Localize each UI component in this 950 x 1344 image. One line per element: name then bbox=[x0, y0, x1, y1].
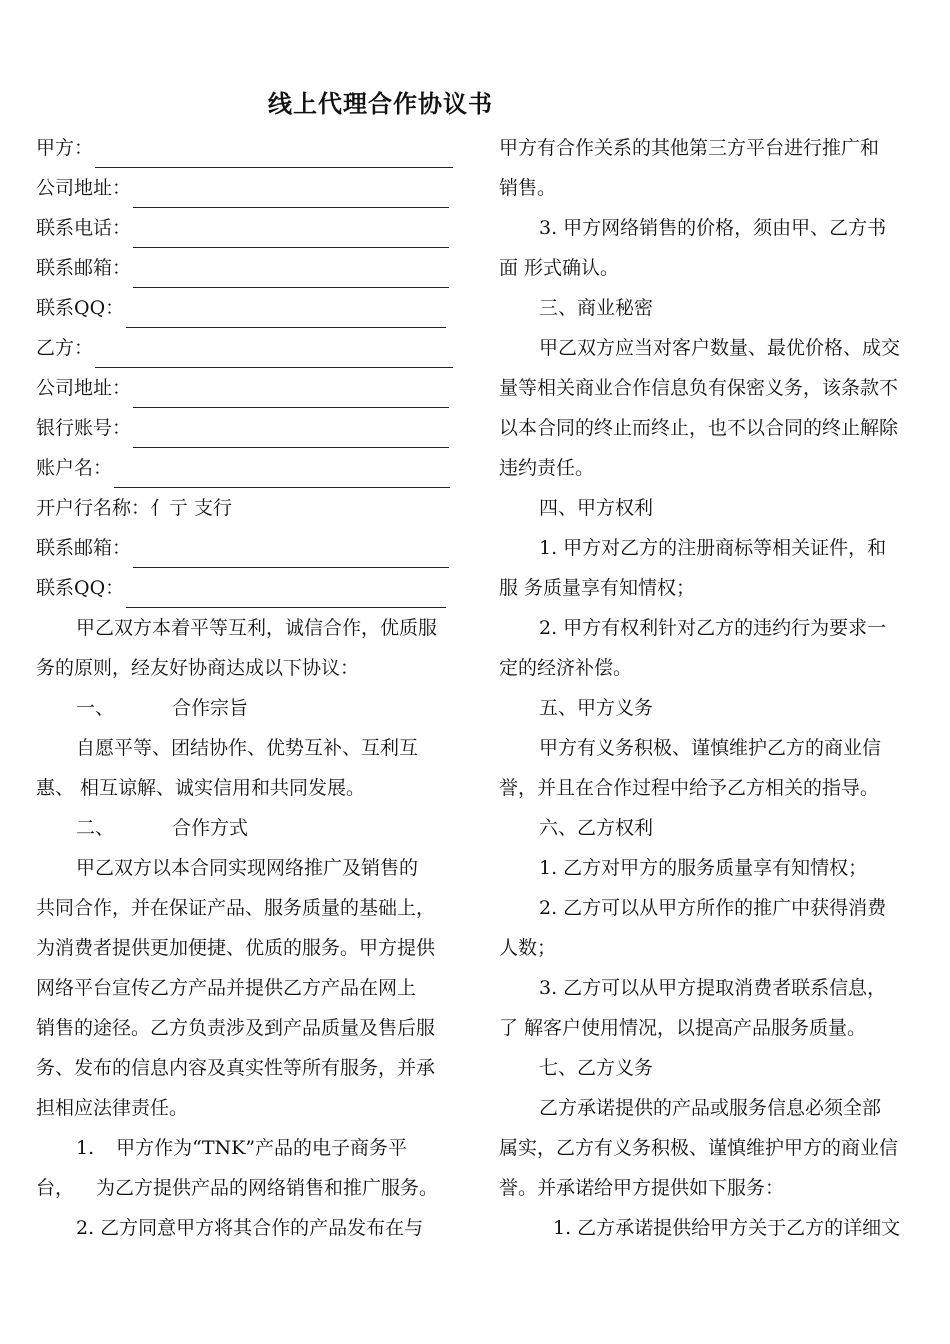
section-number: 一、 bbox=[76, 697, 115, 719]
list-item: 3. 甲方网络销售的价格，须由甲、乙方书 bbox=[539, 217, 887, 239]
paragraph-line: 甲乙双方本着平等互利，诚信合作，优质服 bbox=[76, 617, 438, 639]
party-b-name-field bbox=[36, 328, 466, 368]
party-b-bank-account-field bbox=[36, 408, 466, 448]
blank-line[interactable] bbox=[133, 261, 449, 288]
field-label: 联系邮箱： bbox=[36, 537, 132, 559]
section-heading bbox=[36, 808, 466, 848]
party-b-account-name-field bbox=[36, 448, 466, 488]
item-text: 甲方作为“TNK”产品的电子商务平 bbox=[116, 1137, 408, 1159]
paragraph-line: 务的原则，经友好协商达成以下协议： bbox=[36, 657, 360, 679]
party-a-phone-field bbox=[36, 208, 466, 248]
party-a-name-field bbox=[36, 128, 466, 168]
list-item: 1. 甲方对乙方的注册商标等相关证件，和 bbox=[539, 537, 887, 559]
blank-line[interactable] bbox=[126, 301, 446, 328]
section-heading: 六、乙方权利 bbox=[539, 817, 654, 839]
paragraph-line: 惠、 相互谅解、诚实信用和共同发展。 bbox=[36, 777, 366, 799]
paragraph-line: 担相应法律责任。 bbox=[36, 1097, 189, 1119]
party-a-qq-field bbox=[36, 288, 466, 328]
paragraph-line: 以本合同的终止而终止，也不以合同的终止解除 bbox=[499, 417, 899, 439]
party-b-qq-field bbox=[36, 568, 466, 608]
item-text: 台， bbox=[36, 1177, 75, 1199]
paragraph-line: 甲乙双方以本合同实现网络推广及销售的 bbox=[76, 857, 419, 879]
field-label: 公司地址： bbox=[36, 177, 132, 199]
section-heading bbox=[36, 688, 466, 728]
paragraph-line: 乙方承诺提供的产品或服务信息必须全部 bbox=[539, 1097, 882, 1119]
paragraph-line: 誉，并且在合作过程中给予乙方相关的指导。 bbox=[499, 777, 880, 799]
list-item: 2. 乙方同意甲方将其合作的产品发布在与 bbox=[76, 1217, 424, 1239]
list-item bbox=[36, 1128, 466, 1168]
blank-line[interactable] bbox=[133, 421, 449, 448]
field-label: 银行账号： bbox=[36, 417, 132, 439]
paragraph-line: 了 解客户使用情况，以提高产品服务质量。 bbox=[499, 1017, 867, 1039]
paragraph-line: 销售。 bbox=[499, 177, 557, 199]
field-label: 联系邮箱： bbox=[36, 257, 132, 279]
blank-line[interactable] bbox=[95, 141, 453, 168]
paragraph-line: 为消费者提供更加便捷、优质的服务。甲方提供 bbox=[36, 937, 436, 959]
party-a-address-field bbox=[36, 168, 466, 208]
paragraph-line: 网络平台宣传乙方产品并提供乙方产品在网上 bbox=[36, 977, 417, 999]
field-label: 甲方： bbox=[36, 137, 94, 159]
paragraph-line: 自愿平等、团结协作、优势互补、互利互 bbox=[76, 737, 419, 759]
blank-line[interactable] bbox=[133, 541, 449, 568]
blank-line[interactable] bbox=[114, 461, 450, 488]
item-text: 为乙方提供产品的网络销售和推广服务。 bbox=[96, 1177, 439, 1199]
field-label: 联系电话： bbox=[36, 217, 132, 239]
paragraph-line: 定的经济补偿。 bbox=[499, 657, 633, 679]
left-column bbox=[36, 128, 466, 1248]
paragraph-line: 量等相关商业合作信息负有保密义务，该条款不 bbox=[499, 377, 899, 399]
paragraph-line: 甲乙双方应当对客户数量、最优价格、成交 bbox=[539, 337, 901, 359]
paragraph-line: 违约责任。 bbox=[499, 457, 595, 479]
party-b-address-field bbox=[36, 368, 466, 408]
paragraph-line: 销售的途径。乙方负责涉及到产品质量及售后服 bbox=[36, 1017, 436, 1039]
paragraph-line: 甲方有义务积极、谨慎维护乙方的商业信 bbox=[539, 737, 882, 759]
blank-line[interactable] bbox=[133, 221, 449, 248]
paragraph-line: 属实，乙方有义务积极、谨慎维护甲方的商业信 bbox=[499, 1137, 899, 1159]
party-a-email-field bbox=[36, 248, 466, 288]
list-item: 2. 甲方有权利针对乙方的违约行为要求一 bbox=[539, 617, 887, 639]
list-item: 1. 乙方承诺提供给甲方关于乙方的详细文 bbox=[553, 1217, 901, 1239]
list-item: 3. 乙方可以从甲方提取消费者联系信息， bbox=[539, 977, 887, 999]
paragraph-line bbox=[36, 1168, 466, 1208]
section-heading: 四、甲方权利 bbox=[539, 497, 654, 519]
paragraph-line: 甲方有合作关系的其他第三方平台进行推广和 bbox=[499, 137, 880, 159]
section-title: 合作宗旨 bbox=[172, 697, 249, 719]
item-number: 1. bbox=[76, 1137, 95, 1159]
field-label: 联系QQ： bbox=[36, 577, 125, 599]
field-label: 公司地址： bbox=[36, 377, 132, 399]
paragraph-line: 共同合作，并在保证产品、服务质量的基础上， bbox=[36, 897, 436, 919]
field-label: 账户名： bbox=[36, 457, 113, 479]
blank-line[interactable] bbox=[133, 181, 449, 208]
blank-line[interactable] bbox=[133, 381, 449, 408]
party-b-bank-name: 开户行名称：亻亍 支行 bbox=[36, 497, 233, 519]
list-item: 2. 乙方可以从甲方所作的推广中获得消费 bbox=[539, 897, 887, 919]
paragraph-line: 人数； bbox=[499, 937, 557, 959]
document-title: 线上代理合作协议书 bbox=[268, 90, 493, 118]
section-number: 二、 bbox=[76, 817, 115, 839]
right-column bbox=[499, 128, 929, 1248]
field-label: 联系QQ： bbox=[36, 297, 125, 319]
field-label: 乙方： bbox=[36, 337, 94, 359]
list-item: 1. 乙方对甲方的服务质量享有知情权； bbox=[539, 857, 868, 879]
section-heading: 七、乙方义务 bbox=[539, 1057, 654, 1079]
blank-line[interactable] bbox=[126, 581, 446, 608]
paragraph-line: 誉。并承诺给甲方提供如下服务： bbox=[499, 1177, 785, 1199]
party-b-email-field bbox=[36, 528, 466, 568]
paragraph-line: 务、发布的信息内容及真实性等所有服务，并承 bbox=[36, 1057, 436, 1079]
section-heading: 三、商业秘密 bbox=[539, 297, 654, 319]
paragraph-line: 面 形式确认。 bbox=[499, 257, 620, 279]
section-title: 合作方式 bbox=[172, 817, 249, 839]
paragraph-line: 服 务质量享有知情权； bbox=[499, 577, 696, 599]
blank-line[interactable] bbox=[95, 341, 453, 368]
section-heading: 五、甲方义务 bbox=[539, 697, 654, 719]
